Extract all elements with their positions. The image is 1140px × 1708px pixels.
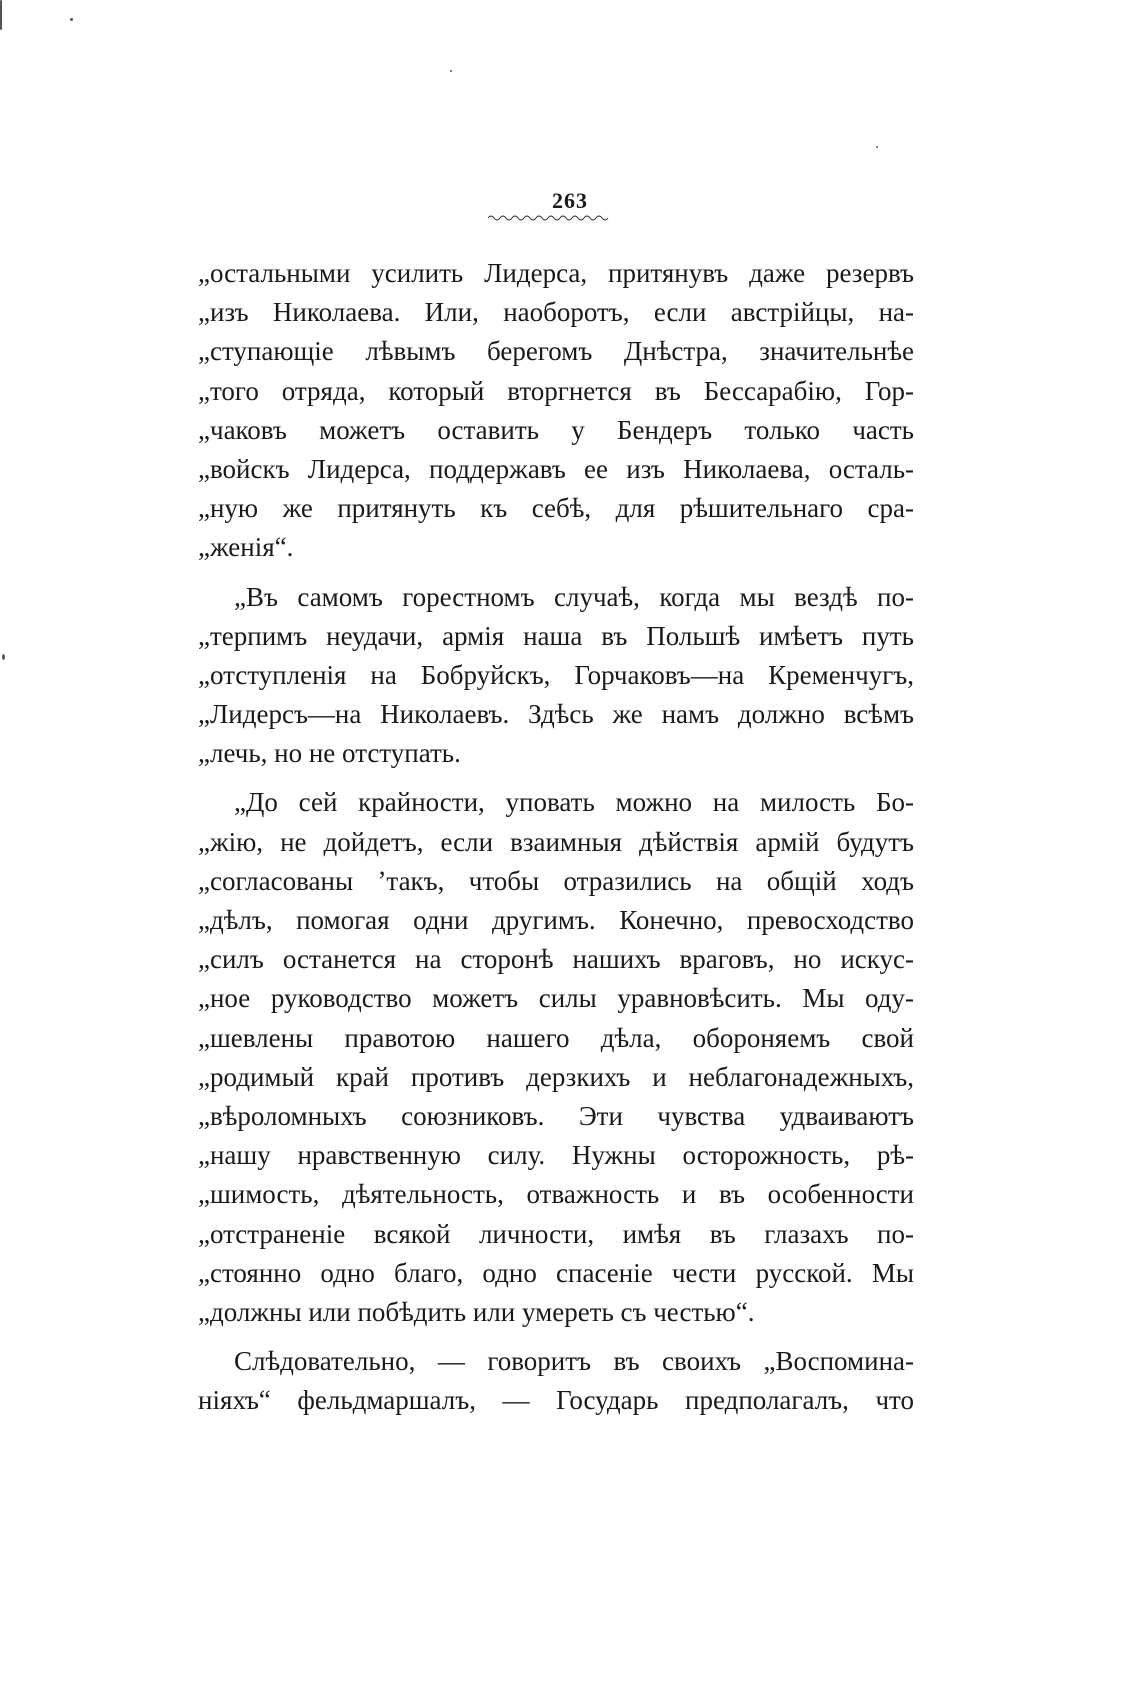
scan-speck <box>450 70 452 72</box>
body-text <box>198 254 914 1420</box>
text-line: „отстраненіе всякой личности, имѣя въ глазахъ по- <box>198 1218 914 1249</box>
text-line: „ную же притянуть къ себѣ, для рѣшительнаго сра- <box>198 493 914 524</box>
page-number: 263 <box>552 188 588 213</box>
text-line: „ступающіе лѣвымъ берегомъ Днѣстра, значительнѣе <box>198 336 914 367</box>
text-line: „ное руководство можетъ силы уравновѣсить. Мы оду- <box>198 983 914 1014</box>
text-line: „изъ Николаева. Или, наоборотъ, если австрійцы, на- <box>198 297 914 328</box>
text-line: „шевлены правотою нашего дѣла, обороняемъ свой <box>198 1022 914 1053</box>
text-line: „шимость, дѣятельность, отважность и въ особенности <box>198 1179 914 1210</box>
text-line: „должны или побѣдить или умереть съ честью“. <box>198 1296 755 1327</box>
text-line: ніяхъ“ фельдмаршалъ, — Государь предполагалъ, что <box>198 1385 914 1416</box>
text-line: „силъ останется на сторонѣ нашихъ враговъ, но искус- <box>198 944 914 975</box>
text-line: „Въ самомъ горестномъ случаѣ, когда мы вездѣ по- <box>234 581 914 612</box>
text-line: „жію, не дойдетъ, если взаимныя дѣйствія армій будутъ <box>198 826 914 857</box>
text-line: „того отряда, который вторгнется въ Бессарабію, Гор- <box>198 375 914 406</box>
scan-speck <box>70 18 73 21</box>
text-line: „родимый край противъ дерзкихъ и неблагонадежныхъ, <box>198 1061 914 1092</box>
text-line: „остальными усилить Лидерса, притянувъ даже резервъ <box>198 258 914 288</box>
scan-speck <box>876 146 878 148</box>
text-line: „лечь, но не отступать. <box>198 738 461 769</box>
text-line: „стоянно одно благо, одно спасеніе чести русской. Мы <box>198 1257 914 1288</box>
text-line: „вѣроломныхъ союзниковъ. Эти чувства удваиваютъ <box>198 1100 914 1131</box>
text-line: „Лидерсъ—на Николаевъ. Здѣсь же намъ должно всѣмъ <box>198 699 914 730</box>
text-line: „согласованы ʼтакъ, чтобы отразились на общій ходъ <box>198 865 914 896</box>
text-line: „терпимъ неудачи, армія наша въ Польшѣ имѣетъ путь <box>198 620 914 651</box>
text-line: „чаковъ можетъ оставить у Бендеръ только часть <box>198 414 914 445</box>
text-line: „женія“. <box>198 532 294 563</box>
text-line: „войскъ Лидерса, поддержавъ ее изъ Николаева, осталь- <box>198 453 914 484</box>
text-line: Слѣдовательно, — говоритъ въ своихъ „Воспомина- <box>234 1346 914 1377</box>
text-line: „нашу нравственную силу. Нужны осторожность, рѣ- <box>198 1140 914 1171</box>
text-line: „дѣлъ, помогая одни другимъ. Конечно, превосходство <box>198 905 914 935</box>
scan-speck <box>2 654 5 660</box>
page-number-wavy-rule <box>488 214 610 222</box>
text-line: „отступленія на Бобруйскъ, Горчаковъ—на Кременчугъ, <box>198 659 914 690</box>
scan-speck <box>0 0 2 30</box>
text-line: „До сей крайности, уповать можно на милость Бо- <box>234 787 914 818</box>
